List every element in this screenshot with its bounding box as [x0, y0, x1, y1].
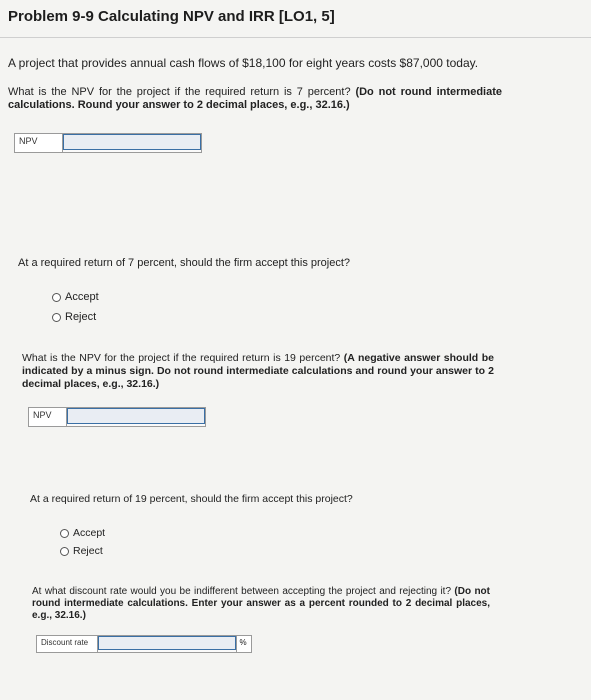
- accept-19-radio[interactable]: [60, 527, 105, 539]
- question-1-note: (Do not round intermediate calculations. Round your answer to 2 decimal places, e.g., 32.16.): [8, 86, 503, 111]
- reject-7-radio[interactable]: [52, 311, 96, 323]
- question-5: [32, 586, 490, 622]
- percent-unit: %: [236, 636, 252, 652]
- question-2-text: At a required return of 7 percent, should the firm accept this project?: [18, 257, 351, 269]
- problem-title: Problem 9-9 Calculating NPV and IRR [LO1, 5]: [8, 8, 335, 25]
- radio-circle-icon: [52, 313, 61, 322]
- question-1-text: What is the NPV for the project if the required return is 7 percent?: [8, 86, 351, 98]
- radio-circle-icon: [60, 529, 69, 538]
- question-3-note: (A negative answer should be indicated by a minus sign. Do not round intermediate calculations and round your answer to 2 decimal places, e.g., 32.16.): [22, 352, 494, 390]
- problem-intro: A project that provides annual cash flows of $18,100 for eight years costs $87,000 today.: [8, 56, 479, 70]
- question-1: [8, 86, 502, 112]
- accept-7-label: Accept: [65, 291, 99, 303]
- npv-19-input[interactable]: [67, 408, 205, 424]
- npv-7-row: [14, 133, 202, 153]
- npv-7-input[interactable]: [63, 134, 201, 150]
- accept-19-label: Accept: [73, 527, 106, 539]
- npv-19-row: [28, 407, 206, 427]
- discount-rate-input[interactable]: [98, 636, 236, 650]
- question-3-text: What is the NPV for the project if the required return is 19 percent?: [22, 352, 341, 364]
- discount-rate-row: [36, 635, 252, 653]
- question-3: [22, 352, 494, 391]
- reject-19-label: Reject: [73, 545, 103, 557]
- radio-circle-icon: [60, 547, 69, 556]
- question-5-text: At what discount rate would you be indifferent between accepting the project and rejecting it?: [32, 586, 452, 597]
- reject-7-label: Reject: [65, 311, 97, 323]
- npv-19-label: NPV: [29, 408, 67, 426]
- question-4-text: At a required return of 19 percent, should the firm accept this project?: [30, 493, 353, 505]
- question-5-note: (Do not round intermediate calculations. Enter your answer as a percent rounded to 2 decimal places, e.g., 32.16.): [32, 586, 490, 621]
- discount-rate-label: Discount rate: [37, 636, 98, 652]
- accept-7-radio[interactable]: [52, 291, 99, 303]
- radio-circle-icon: [52, 293, 61, 302]
- title-divider: [0, 37, 591, 38]
- npv-7-label: NPV: [15, 134, 63, 152]
- reject-19-radio[interactable]: [60, 545, 103, 557]
